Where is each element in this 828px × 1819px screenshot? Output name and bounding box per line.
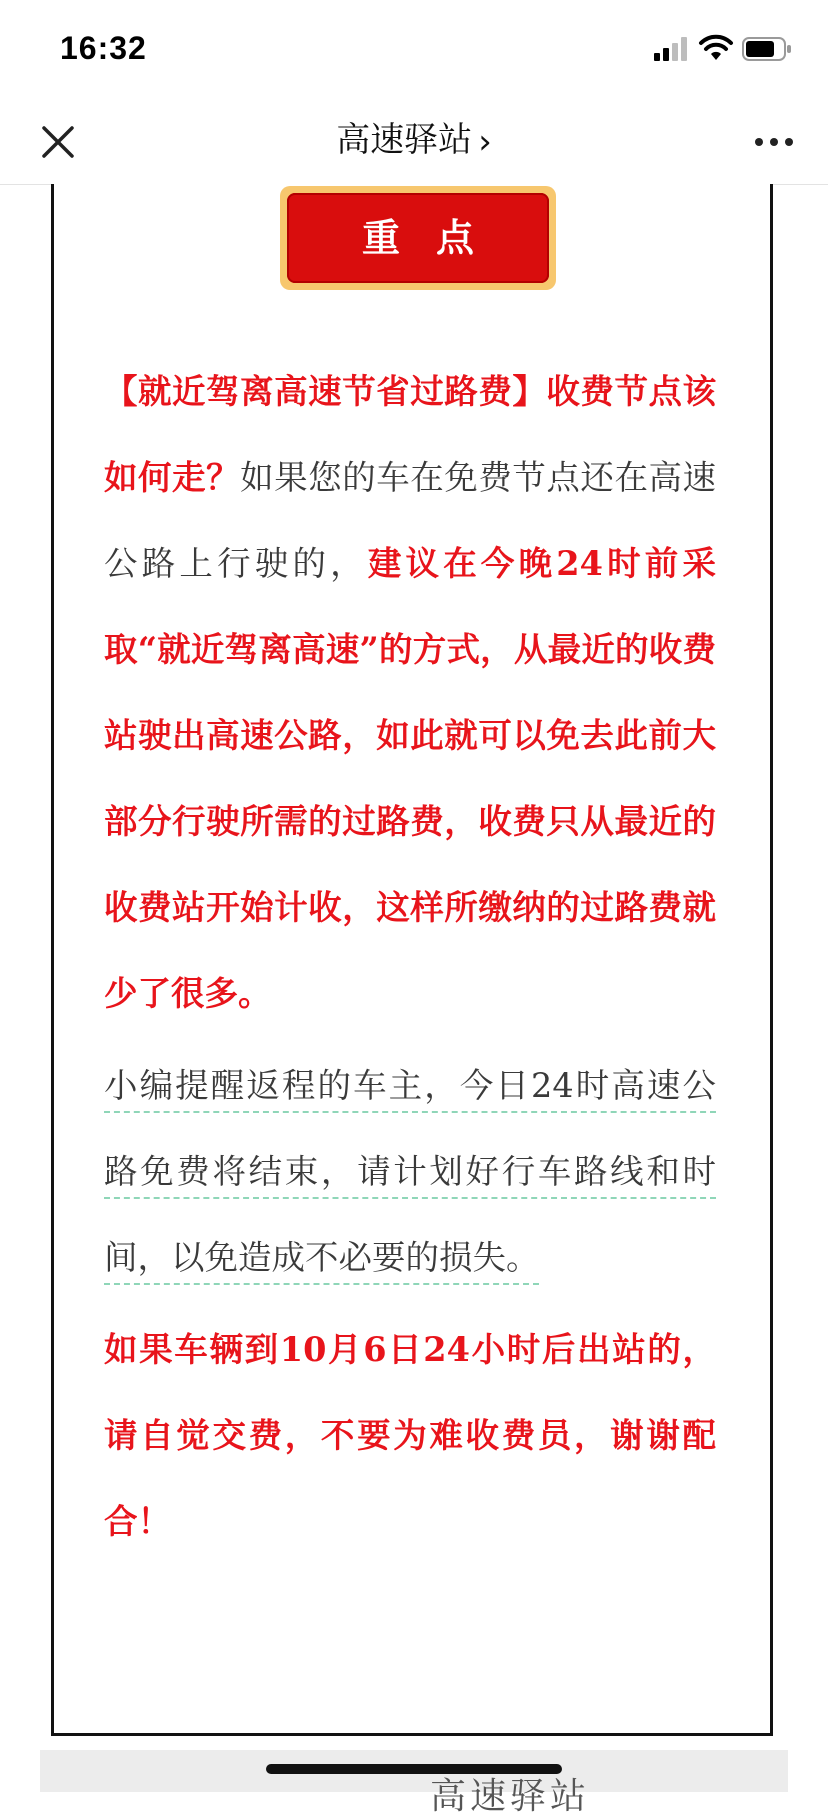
- nav-title: 高速驿站: [336, 120, 473, 160]
- more-icon[interactable]: [754, 136, 794, 148]
- chevron-right-icon: ›: [478, 121, 492, 162]
- highlight-text: 建议在今晚24时前采取“就近驾离高速”的方式，从最近的收费站驶出高速公路，如此就可以免去此前大部分行驶所需的过路费，收费只从最近的收费站开始计收，这样所缴纳的过路费就少了很多。: [104, 544, 716, 1013]
- highlight-text: 【就近驾离高速节省过路费】收费节点该如何走？: [104, 372, 716, 497]
- article-paragraph: [104, 1307, 716, 1565]
- highlight-text: 如果车辆到10月6日24小时后出站的，请自觉交费，不要为难收费员，谢谢配合！: [104, 1330, 716, 1541]
- section-badge: [280, 186, 556, 290]
- article-paragraph: [104, 1043, 716, 1301]
- nav-bar: [0, 100, 828, 185]
- battery-icon: [742, 37, 792, 61]
- status-icons: [654, 36, 792, 62]
- article-content: [104, 349, 716, 1565]
- section-badge-label: 重点: [287, 193, 549, 283]
- article-paragraph: [104, 349, 716, 1037]
- article-frame: [51, 184, 773, 1736]
- home-indicator[interactable]: [266, 1764, 562, 1774]
- status-time: 16:32: [60, 30, 147, 66]
- peek-title: 高速驿站: [430, 1776, 591, 1817]
- nav-title-link[interactable]: [0, 118, 828, 164]
- signal-icon: [654, 37, 690, 61]
- body-text: 如果您的车在免费节点还在高速公路上行驶的，: [104, 458, 717, 583]
- reminder-text: 小编提醒返程的车主，今日24时高速公路免费将结束，请计划好行车路线和时间，以免造成不必要的损失。: [104, 1066, 716, 1277]
- wifi-icon: [700, 37, 732, 61]
- status-bar: [0, 0, 828, 100]
